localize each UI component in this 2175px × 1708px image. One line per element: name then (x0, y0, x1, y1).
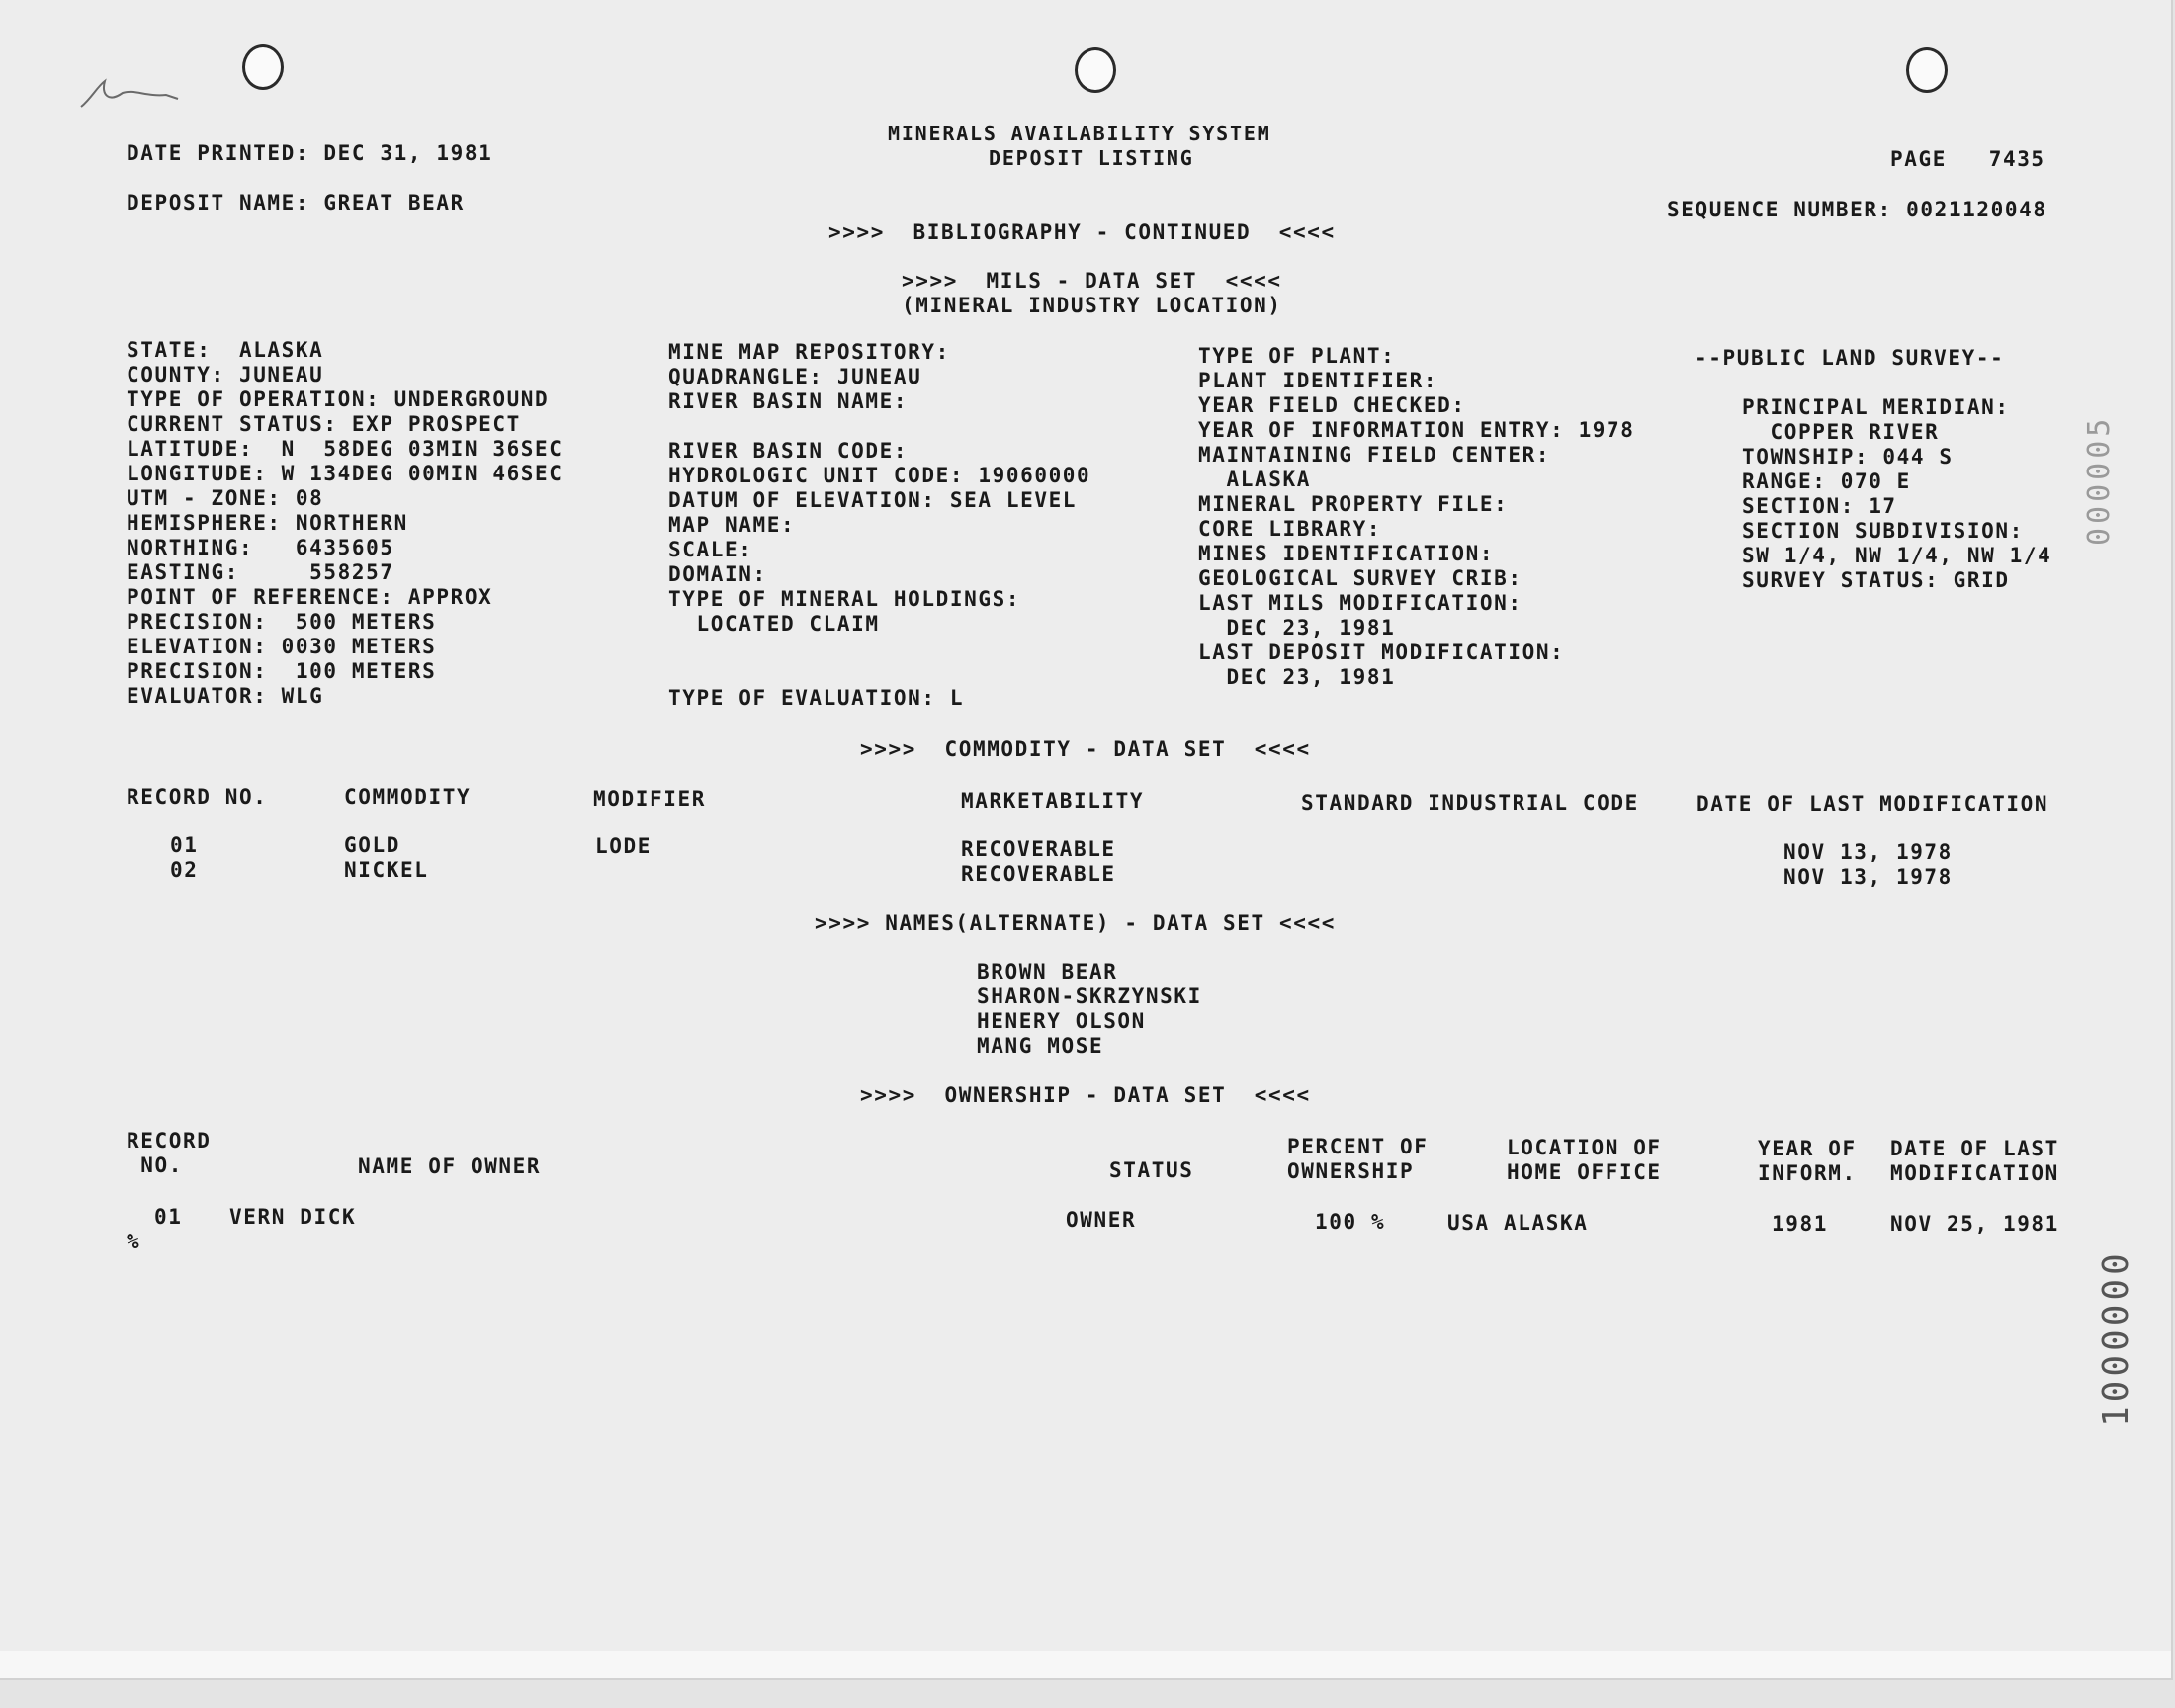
ownership-col-location: LOCATION OF (1507, 1136, 1662, 1159)
mils-field: DEC 23, 1981 (1198, 665, 1396, 689)
punch-hole-center (1075, 47, 1116, 93)
commodity-col-record: RECORD NO. (127, 785, 268, 809)
commodity-record-no: 01 (170, 833, 199, 857)
mils-field: LAST MILS MODIFICATION: (1198, 591, 1522, 615)
record-end-mark: % (127, 1230, 141, 1253)
mils-field: UTM - ZONE: 08 (127, 486, 324, 510)
mils-field: HEMISPHERE: NORTHERN (127, 511, 408, 535)
listing-title: DEPOSIT LISTING (989, 146, 1194, 170)
commodity-date: NOV 13, 1978 (1784, 840, 1953, 864)
ownership-col-date: MODIFICATION (1890, 1161, 2059, 1185)
mils-field: CURRENT STATUS: EXP PROSPECT (127, 412, 521, 436)
commodity-marketability: RECOVERABLE (961, 862, 1116, 886)
ownership-col-date: DATE OF LAST (1890, 1137, 2059, 1160)
mils-field: PLANT IDENTIFIER: (1198, 369, 1438, 392)
survey-field: SECTION: 17 (1742, 494, 1897, 518)
ownership-col-year: INFORM. (1758, 1161, 1857, 1185)
mils-field: POINT OF REFERENCE: APPROX (127, 585, 493, 609)
owner-date: NOV 25, 1981 (1890, 1212, 2059, 1236)
mils-field: COUNTY: JUNEAU (127, 363, 324, 386)
mils-field: MINES IDENTIFICATION: (1198, 542, 1495, 565)
survey-field: SW 1/4, NW 1/4, NW 1/4 (1742, 544, 2052, 567)
mils-field: TYPE OF OPERATION: UNDERGROUND (127, 387, 550, 411)
owner-percent: 100 % (1315, 1210, 1386, 1234)
owner-record-no: 01 (154, 1205, 183, 1229)
mils-field: DEC 23, 1981 (1198, 616, 1396, 640)
ownership-col-percent: OWNERSHIP (1287, 1159, 1415, 1183)
mils-field: QUADRANGLE: JUNEAU (668, 365, 922, 388)
owner-status: OWNER (1066, 1208, 1137, 1232)
margin-stamp-bottom: 1000000 (2096, 1249, 2136, 1427)
commodity-col-commodity: COMMODITY (344, 785, 472, 809)
mils-field: LAST DEPOSIT MODIFICATION: (1198, 640, 1565, 664)
mils-field: NORTHING: 6435605 (127, 536, 394, 559)
ownership-col-percent: PERCENT OF (1287, 1135, 1429, 1158)
alternate-name: SHARON-SKRZYNSKI (977, 984, 1202, 1008)
commodity-name: GOLD (344, 833, 400, 857)
commodity-modifier: LODE (595, 834, 652, 858)
mils-field: DATUM OF ELEVATION: SEA LEVEL (668, 488, 1078, 512)
survey-field: SECTION SUBDIVISION: (1742, 519, 2024, 543)
mils-field: ALASKA (1198, 468, 1311, 491)
ownership-col-record: NO. (127, 1153, 183, 1177)
alternate-name: HENERY OLSON (977, 1009, 1146, 1033)
commodity-record-no: 02 (170, 858, 199, 882)
survey-field: TOWNSHIP: 044 S (1742, 445, 1954, 469)
mils-field: YEAR OF INFORMATION ENTRY: 1978 (1198, 418, 1635, 442)
ownership-col-name: NAME OF OWNER (358, 1154, 542, 1178)
survey-field: SURVEY STATUS: GRID (1742, 568, 2010, 592)
mils-field: MAINTAINING FIELD CENTER: (1198, 443, 1551, 467)
page-number: PAGE 7435 (1890, 147, 2045, 171)
mils-field: DOMAIN: (668, 562, 767, 586)
owner-year: 1981 (1772, 1212, 1828, 1236)
ownership-col-year: YEAR OF (1758, 1137, 1857, 1160)
land-survey-heading: --PUBLIC LAND SURVEY-- (1695, 346, 2005, 370)
sequence-number: SEQUENCE NUMBER: 0021120048 (1667, 198, 2047, 221)
commodity-col-marketability: MARKETABILITY (961, 789, 1145, 812)
mils-field: EVALUATOR: WLG (127, 684, 324, 708)
mils-field: EASTING: 558257 (127, 560, 394, 584)
commodity-heading: >>>> COMMODITY - DATA SET <<<< (860, 737, 1311, 761)
mils-field: LONGITUDE: W 134DEG 00MIN 46SEC (127, 462, 564, 485)
mils-field: HYDROLOGIC UNIT CODE: 19060000 (668, 464, 1091, 487)
mils-field: CORE LIBRARY: (1198, 517, 1382, 541)
owner-name: VERN DICK (229, 1205, 357, 1229)
mils-field: PRECISION: 500 METERS (127, 610, 437, 634)
mils-field: YEAR FIELD CHECKED: (1198, 393, 1466, 417)
survey-field: COPPER RIVER (1742, 420, 1940, 444)
mils-field: PRECISION: 100 METERS (127, 659, 437, 683)
mils-field: MAP NAME: (668, 513, 796, 537)
owner-location: USA ALASKA (1447, 1211, 1589, 1235)
margin-stamp-top: 000005 (2082, 414, 2117, 546)
mils-field: RIVER BASIN CODE: (668, 439, 909, 463)
ownership-heading: >>>> OWNERSHIP - DATA SET <<<< (860, 1083, 1311, 1107)
commodity-col-modifier: MODIFIER (593, 787, 706, 811)
mils-field: TYPE OF PLANT: (1198, 344, 1396, 368)
mils-field: GEOLOGICAL SURVEY CRIB: (1198, 566, 1522, 590)
ownership-col-record: RECORD (127, 1129, 212, 1153)
mils-field: MINERAL PROPERTY FILE: (1198, 492, 1509, 516)
mils-subheading: (MINERAL INDUSTRY LOCATION) (902, 294, 1282, 317)
ownership-col-location: HOME OFFICE (1507, 1160, 1662, 1184)
punch-hole-right (1906, 47, 1948, 93)
commodity-col-date: DATE OF LAST MODIFICATION (1696, 792, 2049, 815)
handwritten-mark (75, 69, 184, 119)
mils-field: SCALE: (668, 538, 753, 561)
survey-field: PRINCIPAL MERIDIAN: (1742, 395, 2010, 419)
commodity-marketability: RECOVERABLE (961, 837, 1116, 861)
mils-field: LATITUDE: N 58DEG 03MIN 36SEC (127, 437, 564, 461)
punch-hole-left (242, 44, 284, 90)
alternate-name: BROWN BEAR (977, 960, 1118, 983)
evaluation-type: TYPE OF EVALUATION: L (668, 686, 965, 710)
names-heading: >>>> NAMES(ALTERNATE) - DATA SET <<<< (815, 911, 1336, 935)
page-bottom-strip (0, 1651, 2171, 1678)
mils-field: MINE MAP REPOSITORY: (668, 340, 950, 364)
ownership-col-status: STATUS (1109, 1158, 1194, 1182)
system-title: MINERALS AVAILABILITY SYSTEM (888, 122, 1271, 145)
commodity-date: NOV 13, 1978 (1784, 865, 1953, 889)
commodity-name: NICKEL (344, 858, 429, 882)
mils-field: STATE: ALASKA (127, 338, 324, 362)
survey-field: RANGE: 070 E (1742, 470, 1911, 493)
mils-field: TYPE OF MINERAL HOLDINGS: (668, 587, 1021, 611)
mils-field: ELEVATION: 0030 METERS (127, 635, 437, 658)
mils-field: RIVER BASIN NAME: (668, 389, 909, 413)
deposit-name: DEPOSIT NAME: GREAT BEAR (127, 191, 465, 214)
mils-field: LOCATED CLAIM (668, 612, 880, 636)
commodity-col-sic: STANDARD INDUSTRIAL CODE (1301, 791, 1639, 814)
alternate-name: MANG MOSE (977, 1034, 1104, 1058)
mils-heading: >>>> MILS - DATA SET <<<< (902, 269, 1282, 293)
date-printed: DATE PRINTED: DEC 31, 1981 (127, 141, 493, 165)
bibliography-heading: >>>> BIBLIOGRAPHY - CONTINUED <<<< (828, 220, 1336, 244)
